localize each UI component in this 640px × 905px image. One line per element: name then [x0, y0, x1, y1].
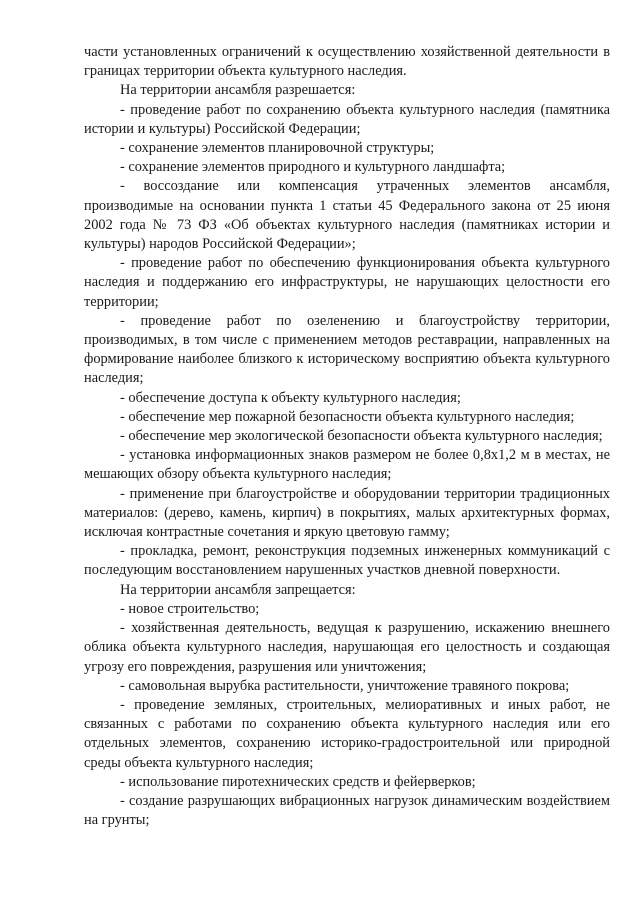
paragraph: - создание разрушающих вибрационных нагрузок динамическим воздействием на грунты; — [84, 792, 610, 829]
paragraph: - проведение работ по сохранению объекта культурного наследия (памятника истории и культуры) Российской Федерации; — [84, 101, 610, 137]
paragraph: - использование пиротехнических средств и фейерверков; — [120, 773, 476, 790]
paragraph: - проведение работ по озеленению и благоустройству территории, производимых, в том числе с применением методов реставрации, направленных на формирование наиболее близкого к историческому восприятию объекта культурного наследия; — [84, 312, 610, 387]
paragraph: части установленных ограничений к осуществлению хозяйственной деятельности в границах территории объекта культурного наследия. — [84, 44, 610, 80]
paragraph: - обеспечение мер экологической безопасности объекта культурного наследия; — [120, 428, 603, 445]
paragraph: - воссоздание или компенсация утраченных элементов ансамбля, производимые на основании пункта 1 статьи 45 Федерального закона от 25 июня 2002 года № 73 ФЗ «Об объектах культурного наследия (памятниках истории и культуры) народов Российской Федерации»; — [84, 178, 610, 253]
paragraph: На территории ансамбля запрещается: — [120, 581, 356, 598]
paragraph: - установка информационных знаков размером не более 0,8х1,2 м в местах, не мешающих обзору объекта культурного наследия; — [84, 447, 610, 483]
paragraph: - проведение работ по обеспечению функционирования объекта культурного наследия и поддержанию его инфраструктуры, не нарушающих целостности его территории; — [84, 255, 610, 310]
paragraph: - обеспечение мер пожарной безопасности объекта культурного наследия; — [120, 408, 575, 425]
paragraph: - сохранение элементов природного и культурного ландшафта; — [120, 159, 506, 176]
paragraph: - обеспечение доступа к объекту культурного наследия; — [120, 389, 461, 406]
paragraph: - прокладка, ремонт, реконструкция подземных инженерных коммуникаций с последующим восстановлением нарушенных участков дневной поверхности. — [84, 543, 610, 579]
paragraph: - самовольная вырубка растительности, уничтожение травяного покрова; — [120, 677, 570, 694]
paragraph: - проведение земляных, строительных, мелиоративных и иных работ, не связанных с работами по сохранению объекта культурного наследия или его отдельных элементов, сохранению историко-градостроительной или природной среды объекта культурного наследия; — [84, 696, 610, 771]
paragraph: - новое строительство; — [120, 600, 260, 617]
paragraph: - применение при благоустройстве и оборудовании территории традиционных материалов: (дерево, камень, кирпич) в покрытиях, малых архитектурных формах, исключая контрастные сочетания и яркую цветовую гамму; — [84, 485, 610, 541]
paragraph: - хозяйственная деятельность, ведущая к разрушению, искажению внешнего облика объекта культурного наследия, нарушающая его целостность и создающая угрозу его повреждения, разрушения или уничтожения; — [84, 620, 610, 675]
document-body — [84, 43, 610, 830]
paragraph: - сохранение элементов планировочной структуры; — [120, 140, 435, 157]
paragraph: На территории ансамбля разрешается: — [120, 82, 356, 99]
